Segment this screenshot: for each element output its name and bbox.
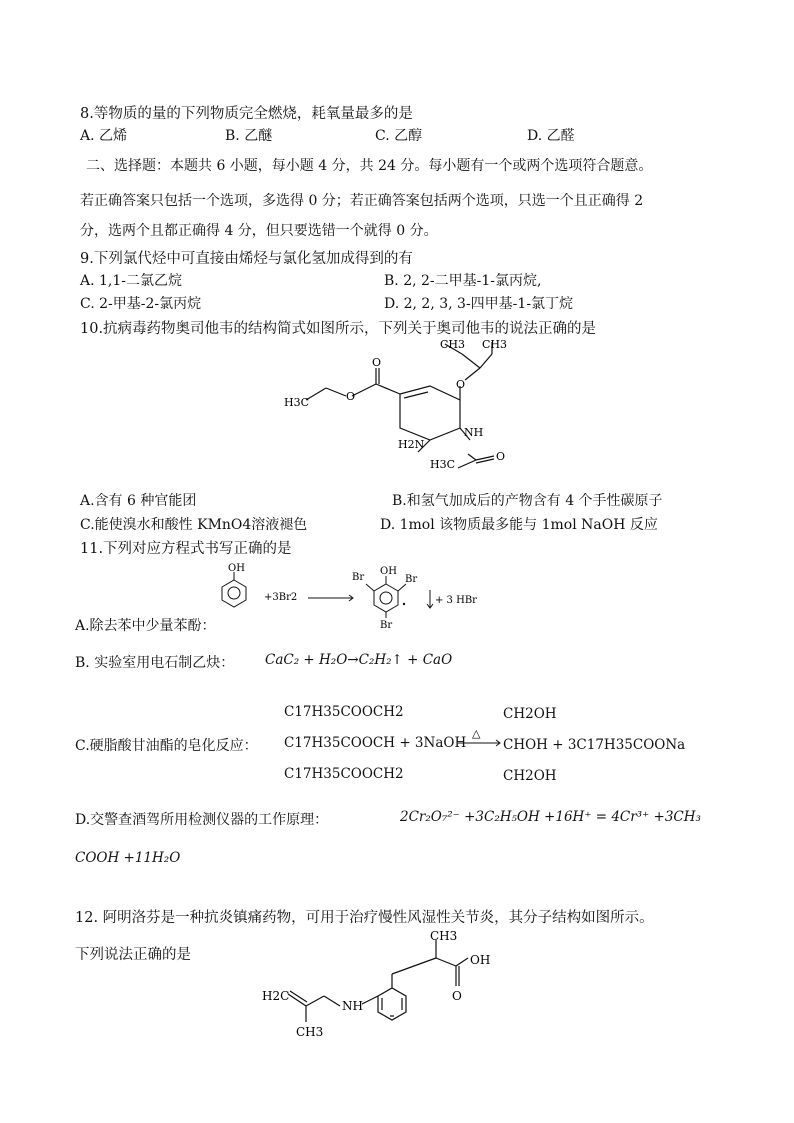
q9-option-c: C. 2-甲基-2-氯丙烷 bbox=[80, 296, 202, 312]
q10-label-h3c-amide: H3C bbox=[430, 458, 456, 471]
q12-line2: 下列说法正确的是 bbox=[75, 947, 191, 963]
q11-a-reagent: +3Br2 bbox=[264, 592, 298, 603]
q12-label-ch3-top: CH3 bbox=[430, 929, 458, 943]
q11-a-br-bottom: Br bbox=[380, 620, 393, 630]
q8-option-d: D. 乙醛 bbox=[527, 128, 575, 144]
q11-a-br-left: Br bbox=[352, 572, 365, 583]
q8-option-a: A. 乙烯 bbox=[80, 128, 128, 144]
q11-a-br-right: Br bbox=[405, 574, 418, 585]
q11-stem: 11.下列对应方程式书写正确的是 bbox=[80, 541, 292, 557]
q12-label-oh: OH bbox=[470, 953, 491, 967]
q8-option-c: C. 乙醇 bbox=[375, 128, 423, 144]
q10-option-a: A.含有 6 种官能团 bbox=[80, 493, 197, 509]
q12-line1: 12. 阿明洛芬是一种抗炎镇痛药物，可用于治疗慢性风湿性关节炎，其分子结构如图所示。 bbox=[75, 910, 654, 926]
q12-label-ch3-bottom: CH3 bbox=[296, 1025, 324, 1039]
q10-label-nh2: H2N bbox=[398, 438, 425, 451]
q11-a-hbr: + 3 HBr bbox=[435, 595, 477, 606]
q9-option-b: B. 2, 2-二甲基-1-氯丙烷, bbox=[384, 273, 542, 289]
q10-label-o-ether: O bbox=[456, 378, 466, 391]
q11-option-d-equation-line1: 2Cr₂O₇²⁻ +3C₂H₅OH +16H⁺ = 4Cr³⁺ +3CH₃ bbox=[400, 809, 701, 825]
q11-c-left-line1: C17H35COOCH2 bbox=[284, 704, 404, 720]
q10-label-o-amide: O bbox=[496, 450, 506, 463]
q12-label-o: O bbox=[452, 989, 462, 1003]
q11-c-right-line1: CH2OH bbox=[503, 706, 557, 722]
oseltamivir-structure bbox=[280, 336, 520, 476]
q10-option-b: B.和氢气加成后的产物含有 4 个手性碳原子 bbox=[392, 493, 663, 509]
q10-option-c: C.能使溴水和酸性 KMnO4溶液褪色 bbox=[80, 517, 308, 533]
q8-option-b: B. 乙醚 bbox=[225, 128, 273, 144]
q10-label-ch3-right: CH3 bbox=[482, 338, 508, 351]
q10-option-d: D. 1mol 该物质最多能与 1mol NaOH 反应 bbox=[380, 517, 658, 533]
q11-c-delta: △ bbox=[472, 727, 481, 740]
q10-label-ch3-left: CH3 bbox=[440, 338, 466, 351]
q10-stem: 10.抗病毒药物奥司他韦的结构简式如图所示，下列关于奥司他韦的说法正确的是 bbox=[80, 321, 597, 337]
q11-a-reactant-oh: OH bbox=[228, 563, 245, 574]
q11-option-a-label: A.除去苯中少量苯酚： bbox=[75, 618, 216, 634]
section2-line1: 二、选择题：本题共 6 小题，每小题 4 分，共 24 分。每小题有一个或两个选项符合题意。 bbox=[86, 158, 653, 174]
q11-c-right-line3: CH2OH bbox=[503, 768, 557, 784]
q8-stem: 8.等物质的量的下列物质完全燃烧，耗氧量最多的是 bbox=[80, 106, 413, 122]
q10-label-nh: NH bbox=[464, 426, 484, 439]
q10-label-h3c-ester: H3C bbox=[284, 396, 310, 409]
q11-a-reaction-scheme bbox=[218, 562, 508, 630]
amfenac-structure bbox=[260, 928, 500, 1042]
q12-label-h2c: H2C bbox=[262, 989, 290, 1003]
q12-label-nh: NH bbox=[342, 999, 363, 1013]
section2-line3: 分，选两个且都正确得 4 分，但只要选错一个就得 0 分。 bbox=[80, 223, 438, 239]
q11-c-left-line3: C17H35COOCH2 bbox=[284, 766, 404, 782]
q9-option-d: D. 2, 2, 3, 3-四甲基-1-氯丁烷 bbox=[384, 296, 574, 312]
q9-stem: 9.下列氯代烃中可直接由烯烃与氯化氢加成得到的有 bbox=[80, 251, 413, 267]
q11-option-b-label: B. 实验室用电石制乙炔： bbox=[75, 655, 235, 671]
q11-option-b-equation: CaC₂ + H₂O→C₂H₂↑ + CaO bbox=[265, 652, 453, 668]
q11-option-d-equation-line2: COOH +11H₂O bbox=[75, 850, 181, 866]
q11-a-product-oh: OH bbox=[380, 566, 397, 577]
q11-c-right-line2: CHOH + 3C17H35COONa bbox=[503, 737, 686, 753]
q10-label-o-carbonyl: O bbox=[372, 356, 382, 369]
q10-label-o-ester: O bbox=[346, 390, 356, 403]
q11-c-left-line2: C17H35COOCH + 3NaOH bbox=[284, 735, 467, 751]
q11-option-c-label: C.硬脂酸甘油酯的皂化反应： bbox=[75, 738, 258, 754]
q11-option-d-label: D.交警查酒驾所用检测仪器的工作原理： bbox=[75, 812, 329, 828]
q11-c-arrow bbox=[456, 726, 504, 748]
section2-line2: 若正确答案只包括一个选项，多选得 0 分；若正确答案包括两个选项，只选一个且正确得 2 bbox=[80, 193, 644, 209]
q9-option-a: A. 1,1-二氯乙烷 bbox=[80, 273, 183, 289]
